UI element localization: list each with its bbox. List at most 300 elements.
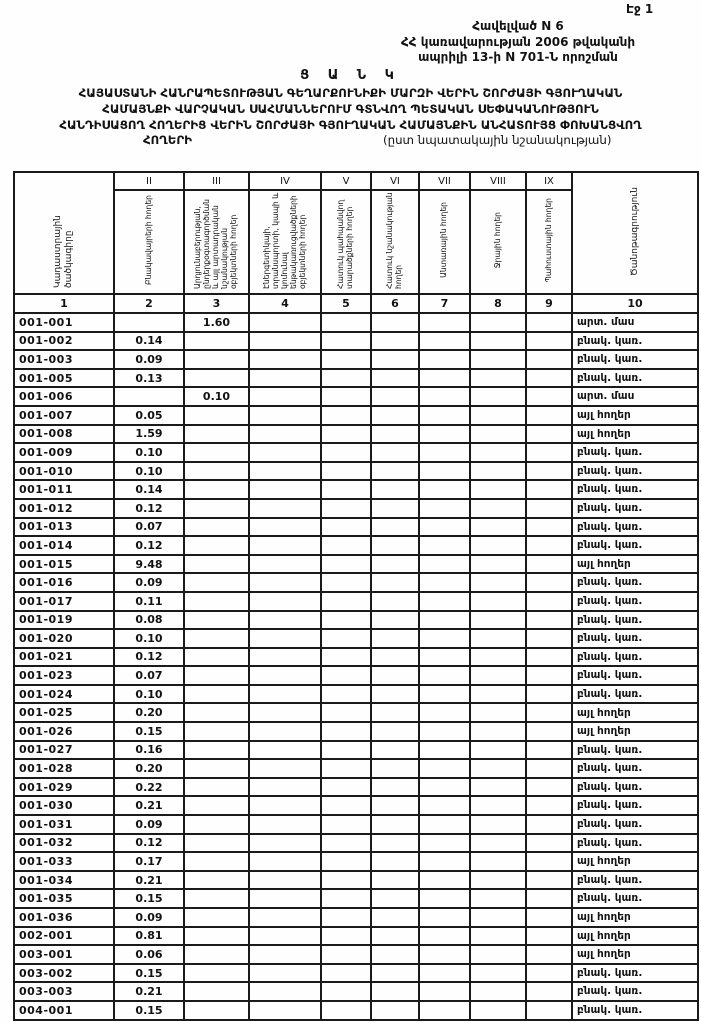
- area-value-cell: [526, 387, 572, 406]
- header-residential-lands: [114, 190, 184, 294]
- header-reserve-lands: [526, 190, 572, 294]
- area-value-cell: [371, 350, 419, 369]
- header-cadastral-code-label: Կադաստրային ծածկագիրը: [53, 214, 74, 288]
- table-row: [14, 629, 698, 648]
- roman-numeral: VI: [371, 172, 419, 190]
- note-cell: բնակ. կառ.: [572, 666, 698, 685]
- note-cell: բնակ. կառ.: [572, 982, 698, 1001]
- table-row: [14, 592, 698, 611]
- land-parcel-table: [13, 171, 699, 1021]
- area-value-cell: 9.48: [114, 555, 184, 574]
- area-value-cell: [371, 499, 419, 518]
- area-value-cell: [371, 927, 419, 946]
- area-value-cell: [249, 852, 321, 871]
- table-row: [14, 778, 698, 797]
- area-value-cell: 0.09: [114, 573, 184, 592]
- area-value-cell: [184, 778, 249, 797]
- cadastral-code-cell: 001-036: [14, 908, 114, 927]
- area-value-cell: [470, 573, 526, 592]
- area-value-cell: [184, 666, 249, 685]
- header-cadastral-code: [14, 172, 114, 294]
- area-value-cell: 0.09: [114, 350, 184, 369]
- area-value-cell: [321, 778, 371, 797]
- area-value-cell: [371, 313, 419, 332]
- area-value-cell: [249, 741, 321, 760]
- area-value-cell: [470, 350, 526, 369]
- roman-numeral: VII: [419, 172, 470, 190]
- area-value-cell: [371, 406, 419, 425]
- title-heading: Ց Ա Ն Կ: [300, 68, 401, 83]
- area-value-cell: [249, 648, 321, 667]
- cadastral-code-cell: 003-002: [14, 964, 114, 983]
- area-value-cell: [419, 834, 470, 853]
- area-value-cell: [470, 1001, 526, 1020]
- area-value-cell: [470, 945, 526, 964]
- area-value-cell: [419, 741, 470, 760]
- note-cell: այլ հողեր: [572, 852, 698, 871]
- area-value-cell: [321, 369, 371, 388]
- area-value-cell: [419, 313, 470, 332]
- cadastral-code-cell: 001-023: [14, 666, 114, 685]
- area-value-cell: [526, 945, 572, 964]
- note-cell: այլ հողեր: [572, 945, 698, 964]
- area-value-cell: [249, 1001, 321, 1020]
- document-title: [0, 67, 701, 151]
- area-value-cell: [184, 927, 249, 946]
- header-industrial-lands: [184, 190, 249, 294]
- area-value-cell: [526, 759, 572, 778]
- area-value-cell: [419, 406, 470, 425]
- area-value-cell: [184, 759, 249, 778]
- area-value-cell: 0.10: [114, 629, 184, 648]
- header-special-purpose-lands: [371, 190, 419, 294]
- area-value-cell: [184, 406, 249, 425]
- area-value-cell: [470, 499, 526, 518]
- area-value-cell: [419, 425, 470, 444]
- area-value-cell: 0.07: [114, 666, 184, 685]
- area-value-cell: [419, 536, 470, 555]
- area-value-cell: 0.12: [114, 834, 184, 853]
- note-cell: արտ. մաս: [572, 313, 698, 332]
- area-value-cell: [371, 982, 419, 1001]
- area-value-cell: [321, 518, 371, 537]
- area-value-cell: [526, 982, 572, 1001]
- area-value-cell: [470, 889, 526, 908]
- area-value-cell: 0.10: [184, 387, 249, 406]
- note-cell: այլ հողեր: [572, 406, 698, 425]
- cadastral-code-cell: 003-001: [14, 945, 114, 964]
- table-row: [14, 313, 698, 332]
- area-value-cell: [321, 573, 371, 592]
- cadastral-code-cell: 001-014: [14, 536, 114, 555]
- note-cell: բնակ. կառ.: [572, 443, 698, 462]
- area-value-cell: [470, 536, 526, 555]
- note-cell: բնակ. կառ.: [572, 332, 698, 351]
- area-value-cell: 0.15: [114, 722, 184, 741]
- area-value-cell: [249, 778, 321, 797]
- cadastral-code-cell: 001-019: [14, 611, 114, 630]
- note-cell: այլ հողեր: [572, 703, 698, 722]
- page-number: Էջ 1: [626, 2, 654, 16]
- area-value-cell: [470, 703, 526, 722]
- area-value-cell: [419, 1001, 470, 1020]
- note-cell: բնակ. կառ.: [572, 592, 698, 611]
- area-value-cell: [526, 518, 572, 537]
- cadastral-code-cell: 001-005: [14, 369, 114, 388]
- appendix-line: Հավելված N 6: [472, 19, 564, 33]
- column-number: 8: [470, 294, 526, 313]
- cadastral-code-cell: 001-011: [14, 480, 114, 499]
- cadastral-code-cell: 001-017: [14, 592, 114, 611]
- table-row: [14, 462, 698, 481]
- area-value-cell: 0.22: [114, 778, 184, 797]
- area-value-cell: [526, 369, 572, 388]
- area-value-cell: [526, 1001, 572, 1020]
- area-value-cell: [526, 648, 572, 667]
- area-value-cell: [249, 889, 321, 908]
- area-value-cell: 0.15: [114, 1001, 184, 1020]
- area-value-cell: 0.15: [114, 964, 184, 983]
- area-value-cell: 0.21: [114, 982, 184, 1001]
- area-value-cell: [249, 611, 321, 630]
- area-value-cell: [419, 889, 470, 908]
- cadastral-code-cell: 001-021: [14, 648, 114, 667]
- area-value-cell: [184, 908, 249, 927]
- note-cell: բնակ. կառ.: [572, 518, 698, 537]
- area-value-cell: [321, 1001, 371, 1020]
- table-row: [14, 964, 698, 983]
- area-value-cell: [184, 332, 249, 351]
- area-value-cell: [249, 462, 321, 481]
- area-value-cell: [184, 852, 249, 871]
- table-row: [14, 889, 698, 908]
- area-value-cell: [184, 815, 249, 834]
- area-value-cell: [184, 425, 249, 444]
- table-row: [14, 480, 698, 499]
- area-value-cell: 0.13: [114, 369, 184, 388]
- title-line: [0, 133, 701, 151]
- area-value-cell: [526, 332, 572, 351]
- area-value-cell: [184, 982, 249, 1001]
- area-value-cell: [321, 592, 371, 611]
- area-value-cell: [321, 499, 371, 518]
- area-value-cell: [249, 573, 321, 592]
- area-value-cell: [470, 387, 526, 406]
- roman-numeral: IV: [249, 172, 321, 190]
- note-cell: բնակ. կառ.: [572, 834, 698, 853]
- area-value-cell: [526, 443, 572, 462]
- area-value-cell: [371, 889, 419, 908]
- cadastral-code-cell: 001-012: [14, 499, 114, 518]
- note-cell: բնակ. կառ.: [572, 462, 698, 481]
- area-value-cell: [419, 945, 470, 964]
- column-number: 1: [14, 294, 114, 313]
- area-value-cell: [470, 648, 526, 667]
- area-value-cell: [526, 499, 572, 518]
- area-value-cell: [184, 480, 249, 499]
- header-infrastructure-lands-label: Էներգետիկայի, տրանսպորտի, կապի և կոմունալ ենթակառուցվածքների օբյեկտների հողեր: [261, 192, 307, 289]
- area-value-cell: [184, 536, 249, 555]
- cadastral-code-cell: 001-013: [14, 518, 114, 537]
- area-value-cell: [419, 703, 470, 722]
- area-value-cell: [184, 741, 249, 760]
- area-value-cell: 0.08: [114, 611, 184, 630]
- table-row: [14, 536, 698, 555]
- area-value-cell: [526, 703, 572, 722]
- header-note-label: Ծանոթագրություն: [629, 186, 640, 276]
- table-row: [14, 387, 698, 406]
- area-value-cell: [249, 518, 321, 537]
- table-row: [14, 815, 698, 834]
- note-cell: բնակ. կառ.: [572, 611, 698, 630]
- area-value-cell: [321, 611, 371, 630]
- column-number: 6: [371, 294, 419, 313]
- area-value-cell: [249, 982, 321, 1001]
- table-row: [14, 573, 698, 592]
- area-value-cell: [371, 722, 419, 741]
- area-value-cell: [371, 852, 419, 871]
- area-value-cell: [249, 815, 321, 834]
- note-cell: բնակ. կառ.: [572, 629, 698, 648]
- area-value-cell: [470, 666, 526, 685]
- note-cell: բնակ. կառ.: [572, 573, 698, 592]
- area-value-cell: [249, 350, 321, 369]
- area-value-cell: [249, 536, 321, 555]
- area-value-cell: [321, 648, 371, 667]
- area-value-cell: [419, 964, 470, 983]
- area-value-cell: 0.81: [114, 927, 184, 946]
- area-value-cell: [470, 778, 526, 797]
- area-value-cell: [371, 480, 419, 499]
- area-value-cell: [249, 722, 321, 741]
- area-value-cell: [184, 499, 249, 518]
- area-value-cell: [249, 834, 321, 853]
- area-value-cell: [526, 536, 572, 555]
- note-cell: այլ հողեր: [572, 722, 698, 741]
- note-cell: բնակ. կառ.: [572, 350, 698, 369]
- area-value-cell: [249, 964, 321, 983]
- area-value-cell: [470, 815, 526, 834]
- area-value-cell: [184, 685, 249, 704]
- area-value-cell: 0.12: [114, 648, 184, 667]
- appendix-line: ՀՀ կառավարության 2006 թվականի: [400, 34, 636, 49]
- note-cell: բնակ. կառ.: [572, 759, 698, 778]
- area-value-cell: [321, 685, 371, 704]
- header-reserve-lands-label: Պահուստային հողեր: [543, 197, 553, 283]
- area-value-cell: [419, 815, 470, 834]
- area-value-cell: [371, 964, 419, 983]
- header-residential-lands-label: Բնակավայրերի հողեր: [143, 195, 153, 285]
- area-value-cell: [470, 871, 526, 890]
- area-value-cell: [371, 536, 419, 555]
- table-row: [14, 685, 698, 704]
- area-value-cell: 0.21: [114, 796, 184, 815]
- note-cell: բնակ. կառ.: [572, 796, 698, 815]
- area-value-cell: [419, 778, 470, 797]
- area-value-cell: [470, 982, 526, 1001]
- area-value-cell: [321, 332, 371, 351]
- table-row: [14, 722, 698, 741]
- area-value-cell: [249, 927, 321, 946]
- area-value-cell: [371, 945, 419, 964]
- area-value-cell: [184, 369, 249, 388]
- table-row: [14, 982, 698, 1001]
- area-value-cell: [470, 592, 526, 611]
- area-value-cell: 0.09: [114, 815, 184, 834]
- area-value-cell: [371, 425, 419, 444]
- area-value-cell: [249, 387, 321, 406]
- area-value-cell: [470, 759, 526, 778]
- note-cell: բնակ. կառ.: [572, 369, 698, 388]
- area-value-cell: [184, 796, 249, 815]
- title-line4-left: ՀՈՂԵՐԻ: [143, 133, 193, 148]
- area-value-cell: 0.10: [114, 685, 184, 704]
- area-value-cell: 0.09: [114, 908, 184, 927]
- area-value-cell: [249, 703, 321, 722]
- area-value-cell: [419, 722, 470, 741]
- cadastral-code-cell: 001-001: [14, 313, 114, 332]
- area-value-cell: [526, 480, 572, 499]
- area-value-cell: [526, 722, 572, 741]
- area-value-cell: [114, 313, 184, 332]
- note-cell: այլ հողեր: [572, 425, 698, 444]
- area-value-cell: [371, 573, 419, 592]
- area-value-cell: [249, 555, 321, 574]
- table-body: [14, 313, 698, 1020]
- area-value-cell: [419, 443, 470, 462]
- area-value-cell: [371, 778, 419, 797]
- area-value-cell: [249, 332, 321, 351]
- area-value-cell: [321, 443, 371, 462]
- cadastral-code-cell: 001-006: [14, 387, 114, 406]
- area-value-cell: [321, 313, 371, 332]
- note-cell: բնակ. կառ.: [572, 871, 698, 890]
- area-value-cell: [321, 350, 371, 369]
- table-row: [14, 555, 698, 574]
- area-value-cell: [371, 815, 419, 834]
- area-value-cell: 0.20: [114, 759, 184, 778]
- area-value-cell: [371, 555, 419, 574]
- area-value-cell: 0.21: [114, 871, 184, 890]
- note-cell: բնակ. կառ.: [572, 480, 698, 499]
- area-value-cell: [321, 815, 371, 834]
- area-value-cell: [470, 834, 526, 853]
- area-value-cell: 1.60: [184, 313, 249, 332]
- area-value-cell: [419, 387, 470, 406]
- cadastral-code-cell: 001-029: [14, 778, 114, 797]
- area-value-cell: 0.14: [114, 480, 184, 499]
- cadastral-code-cell: 001-008: [14, 425, 114, 444]
- area-value-cell: [371, 369, 419, 388]
- area-value-cell: [526, 871, 572, 890]
- area-value-cell: [371, 685, 419, 704]
- appendix-line: ապրիլի 13-ի N 701-Ն որոշման: [418, 50, 618, 65]
- area-value-cell: [184, 629, 249, 648]
- area-value-cell: [249, 908, 321, 927]
- table-row: [14, 741, 698, 760]
- area-value-cell: [184, 462, 249, 481]
- area-value-cell: [371, 741, 419, 760]
- area-value-cell: [184, 1001, 249, 1020]
- area-value-cell: 0.05: [114, 406, 184, 425]
- area-value-cell: [249, 592, 321, 611]
- area-value-cell: [470, 796, 526, 815]
- area-value-cell: [419, 982, 470, 1001]
- area-value-cell: [419, 796, 470, 815]
- area-value-cell: [184, 573, 249, 592]
- cadastral-code-cell: 001-027: [14, 741, 114, 760]
- area-value-cell: [470, 908, 526, 927]
- area-value-cell: [371, 1001, 419, 1020]
- area-value-cell: [526, 889, 572, 908]
- area-value-cell: 0.10: [114, 443, 184, 462]
- area-value-cell: [419, 648, 470, 667]
- area-value-cell: [526, 350, 572, 369]
- area-value-cell: [470, 852, 526, 871]
- header-infrastructure-lands: [249, 190, 321, 294]
- area-value-cell: [526, 815, 572, 834]
- cadastral-code-cell: 001-015: [14, 555, 114, 574]
- area-value-cell: [470, 685, 526, 704]
- area-value-cell: [526, 741, 572, 760]
- header-water-lands: [470, 190, 526, 294]
- area-value-cell: 0.10: [114, 462, 184, 481]
- area-value-cell: [321, 722, 371, 741]
- area-value-cell: [419, 369, 470, 388]
- area-value-cell: [184, 889, 249, 908]
- note-cell: բնակ. կառ.: [572, 964, 698, 983]
- note-cell: բնակ. կառ.: [572, 889, 698, 908]
- header-special-purpose-lands-label: Հատուկ նշանակության հողեր: [385, 192, 403, 289]
- header-note: [572, 172, 698, 294]
- area-value-cell: [470, 425, 526, 444]
- cadastral-code-cell: 001-010: [14, 462, 114, 481]
- area-value-cell: [419, 462, 470, 481]
- area-value-cell: [371, 648, 419, 667]
- area-value-cell: [184, 350, 249, 369]
- area-value-cell: [371, 666, 419, 685]
- area-value-cell: [321, 834, 371, 853]
- table-row: [14, 648, 698, 667]
- area-value-cell: [419, 927, 470, 946]
- area-value-cell: [321, 406, 371, 425]
- area-value-cell: [249, 369, 321, 388]
- area-value-cell: [321, 629, 371, 648]
- area-value-cell: [526, 852, 572, 871]
- area-value-cell: [249, 406, 321, 425]
- area-value-cell: [470, 741, 526, 760]
- area-value-cell: [184, 834, 249, 853]
- note-cell: այլ հողեր: [572, 908, 698, 927]
- note-cell: արտ. մաս: [572, 387, 698, 406]
- header-water-lands-label: Ջրային հողեր: [492, 211, 502, 269]
- area-value-cell: [526, 425, 572, 444]
- area-value-cell: [321, 536, 371, 555]
- cadastral-code-cell: 001-033: [14, 852, 114, 871]
- area-value-cell: [249, 666, 321, 685]
- column-number: 7: [419, 294, 470, 313]
- area-value-cell: [371, 834, 419, 853]
- area-value-cell: [526, 611, 572, 630]
- area-value-cell: 0.06: [114, 945, 184, 964]
- area-value-cell: [321, 796, 371, 815]
- cadastral-code-cell: 001-031: [14, 815, 114, 834]
- area-value-cell: [321, 852, 371, 871]
- area-value-cell: [526, 406, 572, 425]
- area-value-cell: [470, 555, 526, 574]
- note-cell: բնակ. կառ.: [572, 648, 698, 667]
- cadastral-code-cell: 004-001: [14, 1001, 114, 1020]
